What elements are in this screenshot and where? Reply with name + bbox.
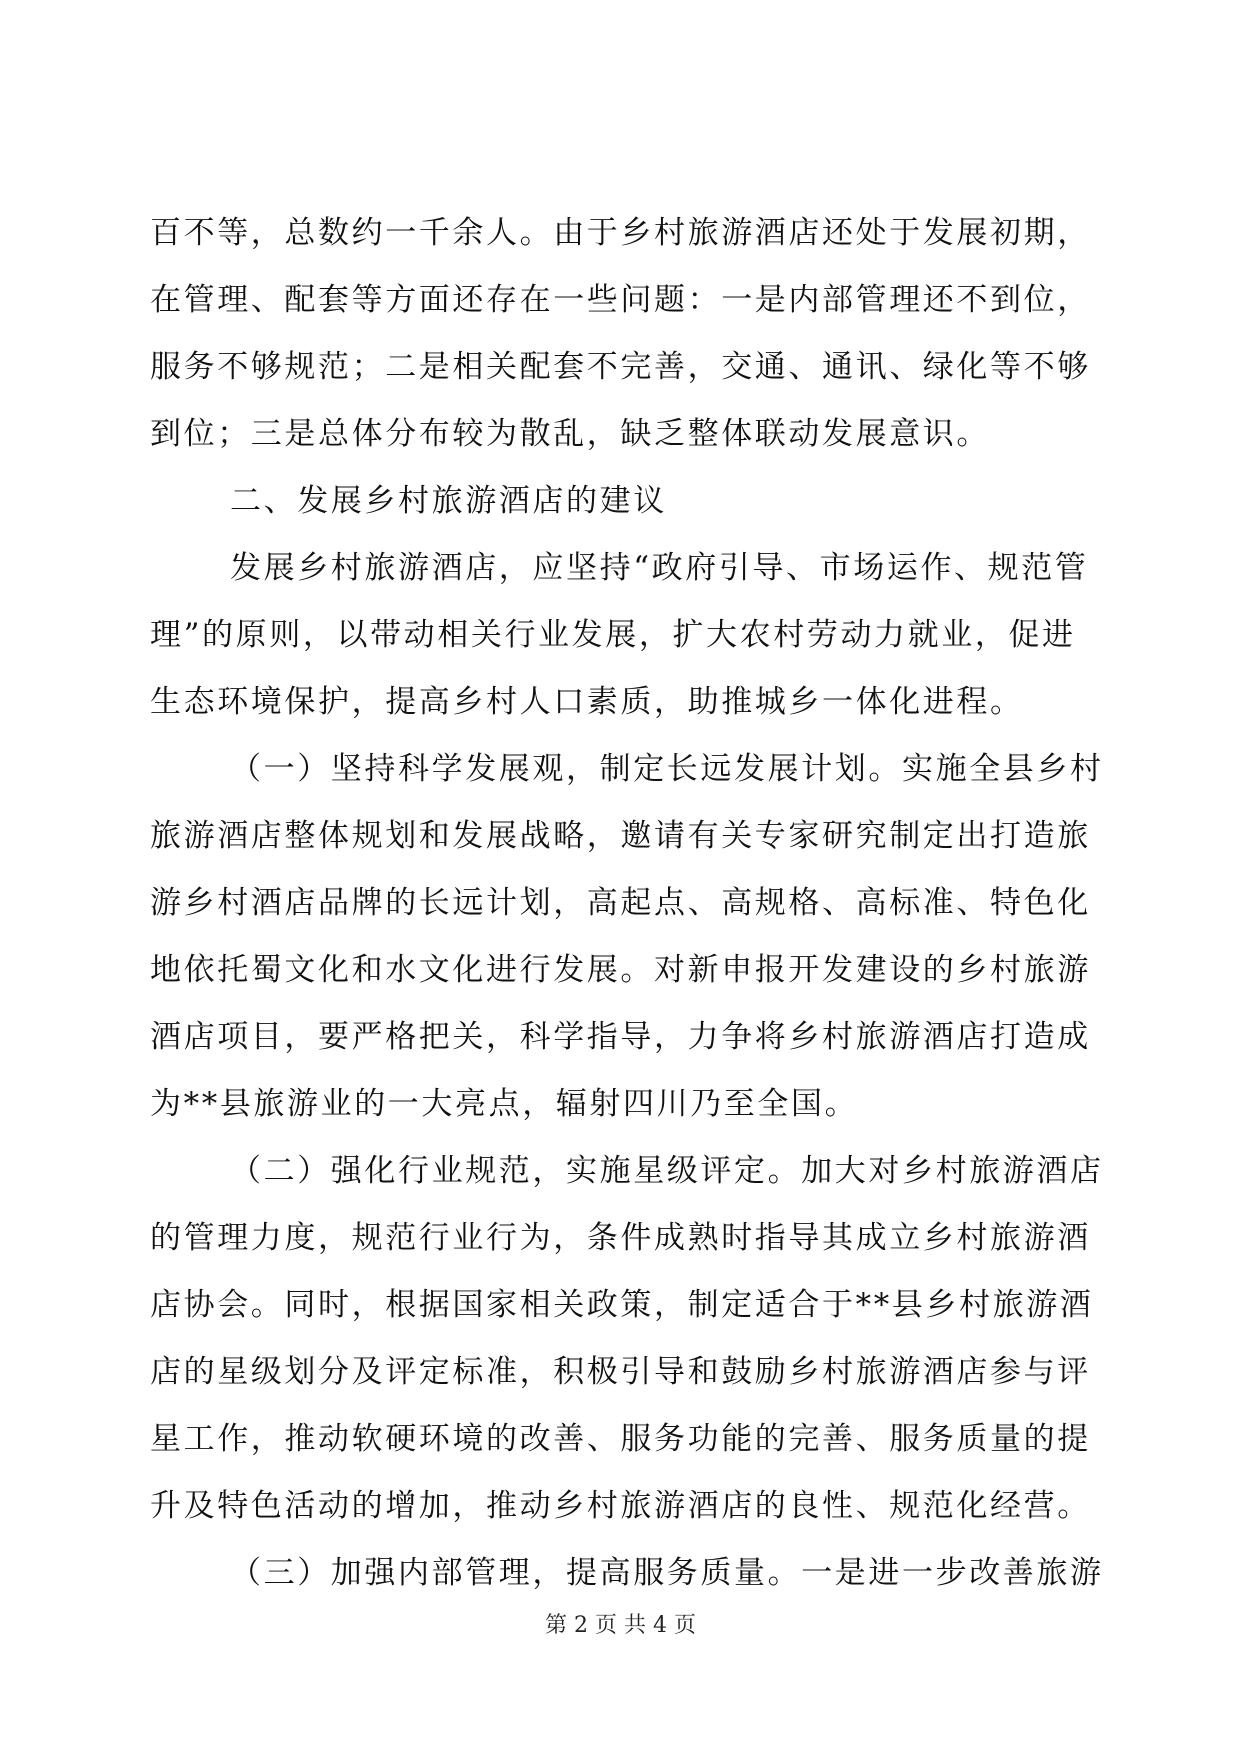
page-number-footer: 第 2 页 共 4 页	[545, 1613, 696, 1638]
text-line: 发展乡村旅游酒店，应坚持“政府引导、市场运作、规范管	[230, 550, 1089, 586]
text-line: 生态环境保护，提高乡村人口素质，助推城乡一体化进程。	[150, 684, 1024, 720]
text-line: 星工作，推动软硬环境的改善、服务功能的完善、服务质量的提	[150, 1421, 1091, 1457]
text-line: 酒店项目，要严格把关，科学指导，力争将乡村旅游酒店打造成	[150, 1019, 1091, 1055]
text-line: 店的星级划分及评定标准，积极引导和鼓励乡村旅游酒店参与评	[150, 1354, 1091, 1390]
text-line: 升及特色活动的增加，推动乡村旅游酒店的良性、规范化经营。	[150, 1488, 1091, 1524]
text-line: 在管理、配套等方面还存在一些问题：一是内部管理还不到位，	[150, 282, 1091, 318]
text-line: 的管理力度，规范行业行为，条件成熟时指导其成立乡村旅游酒	[150, 1220, 1091, 1256]
text-line: 店协会。同时，根据国家相关政策，制定适合于**县乡村旅游酒	[150, 1287, 1094, 1323]
text-line: 为**县旅游业的一大亮点，辐射四川乃至全国。	[150, 1086, 859, 1122]
text-line: 到位；三是总体分布较为散乱，缺乏整体联动发展意识。	[150, 416, 990, 452]
text-line: 百不等，总数约一千余人。由于乡村旅游酒店还处于发展初期，	[150, 215, 1091, 251]
section-heading: 二、发展乡村旅游酒店的建议	[230, 483, 667, 519]
text-line: 地依托蜀文化和水文化进行发展。对新申报开发建设的乡村旅游	[150, 952, 1091, 988]
text-line: 服务不够规范；二是相关配套不完善，交通、通讯、绿化等不够	[150, 349, 1091, 385]
text-line: 游乡村酒店品牌的长远计划，高起点、高规格、高标准、特色化	[150, 885, 1091, 921]
text-line: 理”的原则，以带动相关行业发展，扩大农村劳动力就业，促进	[150, 617, 1076, 653]
subsection-line: （一）坚持科学发展观，制定长远发展计划。实施全县乡村	[230, 751, 1104, 787]
text-line: 旅游酒店整体规划和发展战略，邀请有关专家研究制定出打造旅	[150, 818, 1091, 854]
subsection-line: （三）加强内部管理，提高服务质量。一是进一步改善旅游	[230, 1555, 1104, 1591]
subsection-line: （二）强化行业规范，实施星级评定。加大对乡村旅游酒店	[230, 1153, 1104, 1189]
